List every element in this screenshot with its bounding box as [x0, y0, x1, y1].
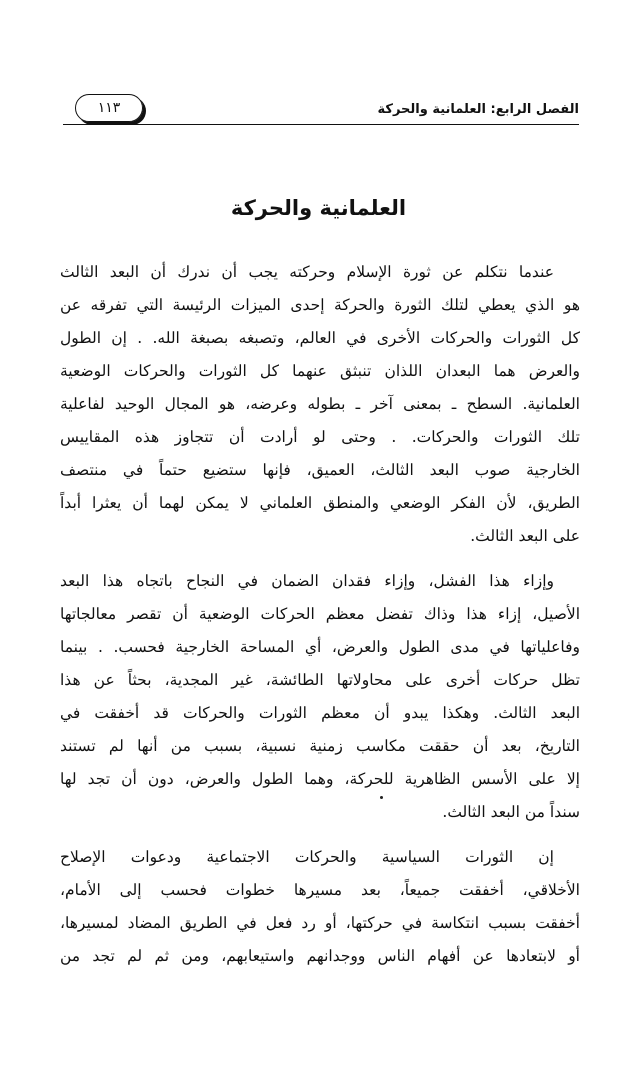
text-line: إلا على الأسس الظاهرية للحركة، وهما الطول والعرض، دون أن تجد لها: [60, 770, 580, 788]
body-text: [60, 256, 580, 985]
chapter-title: العلمانية والحركة: [230, 196, 407, 220]
text-line: وإزاء هذا الفشل، وإزاء فقدان الضمان في النجاح باتجاه هذا البعد: [60, 572, 554, 590]
text-line: الخارجية صوب البعد الثالث، العميق، فإنها ستضيع حتماً في منتصف: [60, 461, 580, 479]
paragraph-2: [60, 565, 580, 829]
text-line: الطريق، لأن الفكر الوضعي والمنطق العلماني لا يمكن لهما أن يعثرا أبداً: [60, 494, 580, 512]
text-line: الأخلاقي، أخفقت جميعاً، بعد مسيرها خطوات فحسب إلى الأمام،: [60, 881, 580, 899]
text-line: تلك الثورات والحركات. . وحتى لو أرادت أن تتجاوز هذه المقاييس: [60, 428, 580, 446]
text-line: كل الثورات والحركات الأخرى في العالم، وتصبغه بصبغة الله. . إن الطول: [60, 329, 580, 347]
text-line: الأصيل، إزاء هذا وذاك تفضل معظم الحركات الوضعية أن تقصر معالجاتها: [60, 605, 580, 623]
running-title: الفصل الرابع: العلمانية والحركة: [377, 102, 579, 117]
text-line: إن الثورات السياسية والحركات الاجتماعية ودعوات الإصلاح: [60, 848, 554, 866]
text-line: والعرض هما البعدان اللذان تنبثق عنهما كل الثورات والحركات الوضعية: [60, 362, 580, 380]
text-line: هو الذي يعطي لتلك الثورة والحركة إحدى الميزات الرئيسة التي تفرقه عن: [60, 296, 580, 314]
text-line: على البعد الثالث.: [470, 527, 580, 545]
paragraph-3: [60, 841, 580, 973]
text-line: العلمانية. السطح ـ بمعنى آخر ـ بطوله وعرضه، هو المجال الوحيد لفاعلية: [60, 395, 580, 413]
text-line: عندما نتكلم عن ثورة الإسلام وحركته يجب أن ندرك أن البعد الثالث: [60, 263, 554, 281]
text-line: سنداً من البعد الثالث.: [442, 803, 580, 821]
text-line: وفاعلياتها في مدى الطول والعرض، أي المساحة الخارجية فحسب. . بينما: [60, 638, 580, 656]
page-header: [63, 92, 579, 128]
text-line: البعد الثالث. وهكذا يبدو أن معظم الثورات والحركات قد أخفقت في: [60, 704, 580, 722]
paragraph-1: [60, 256, 580, 553]
text-line: التاريخ، بعد أن حققت مكاسب زمنية نسبية، بسبب من أنها لم تستند: [60, 737, 580, 755]
page-number: ١١٣: [75, 94, 143, 122]
ink-speck: [380, 796, 383, 799]
text-line: تظل حركات أخرى على محاولاتها الطائشة، غير المجدية، بحثاً عن هذا: [60, 671, 580, 689]
header-rule: [63, 124, 579, 125]
text-line: أخفقت بسبب انتكاسة في حركتها، أو رد فعل في الطريق المضاد لمسيرها،: [60, 914, 580, 932]
text-line: أو لابتعادها عن أفهام الناس ووجدانهم واستيعابهم، ومن ثم لم تجد من: [60, 947, 580, 965]
